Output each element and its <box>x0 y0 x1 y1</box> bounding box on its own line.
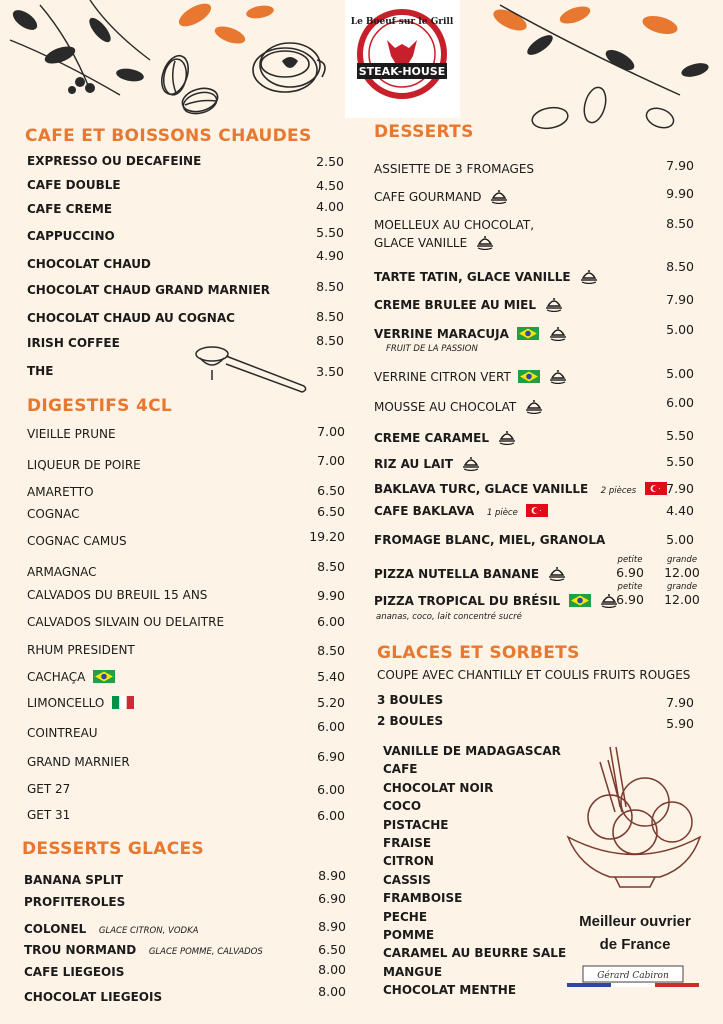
flavor-item: MANGUE <box>383 964 443 979</box>
cloche-icon <box>548 325 568 341</box>
cloche-icon <box>461 455 481 471</box>
section-title-glaces: GLACES ET SORBETS <box>377 643 580 663</box>
item-name-line <box>27 565 97 579</box>
section-title-desserts-glaces: DESSERTS GLACES <box>22 839 204 859</box>
steakhouse-logo <box>345 0 460 118</box>
coffee-cup-illustration <box>252 35 332 105</box>
item-name-line <box>24 895 125 909</box>
italy-flag-icon <box>112 696 134 709</box>
grande-label: grande <box>666 555 698 565</box>
item-price: 6.00 <box>317 808 345 823</box>
item-name: CAPPUCCINO <box>27 229 115 243</box>
item-name: CHOCOLAT CHAUD GRAND MARNIER <box>27 283 271 297</box>
item-name: CAFE CREME <box>27 202 113 216</box>
item-price: 7.90 <box>666 695 694 710</box>
item-price: 3.50 <box>316 364 344 379</box>
section-title-desserts: DESSERTS <box>374 122 474 142</box>
item-name-line <box>27 808 70 822</box>
grande-price: 12.00 <box>664 592 700 607</box>
item-name-line <box>27 615 224 629</box>
logo-top-text: Le Boeuf sur le Grill <box>350 17 454 27</box>
item-name: COGNAC CAMUS <box>27 534 127 548</box>
item-name-line <box>27 283 270 297</box>
item-price: 5.00 <box>666 366 694 381</box>
item-name-line <box>27 311 235 325</box>
item-name: PIZZA NUTELLA BANANE <box>374 567 540 581</box>
item-price: 6.00 <box>317 782 345 797</box>
grande-label: grande <box>666 582 698 592</box>
cloche-icon <box>489 188 509 204</box>
item-name-line <box>24 943 263 957</box>
item-name: CALVADOS DU BREUIL 15 ANS <box>27 588 208 602</box>
item-price: 6.00 <box>317 614 345 629</box>
item-name-line <box>374 482 667 496</box>
flavor-item: POMME <box>383 928 435 943</box>
item-price: 8.50 <box>666 216 694 231</box>
item-name-line <box>27 726 98 740</box>
item-price: 8.50 <box>317 559 345 574</box>
section-title-digestifs: DIGESTIFS 4CL <box>27 396 172 416</box>
petite-label: petite <box>617 555 643 565</box>
portafilter-illustration <box>192 340 312 400</box>
item-name: GRAND MARNIER <box>27 755 130 769</box>
item-name-line <box>374 325 568 341</box>
item-name-line <box>24 922 198 936</box>
item-price: 6.50 <box>317 504 345 519</box>
item-name-line <box>374 268 599 284</box>
item-name: VERRINE MARACUJA <box>374 327 509 341</box>
item-price: 6.00 <box>317 719 345 734</box>
item-name-line <box>27 336 120 350</box>
item-name-line <box>27 696 134 710</box>
flavor-item: FRAISE <box>383 836 432 851</box>
item-name-line <box>377 693 443 707</box>
item-name: CAFE LIEGEOIS <box>24 965 125 979</box>
flavor-item: CHOCOLAT NOIR <box>383 780 494 795</box>
item-price: 5.00 <box>666 322 694 337</box>
item-name: GET 27 <box>27 782 71 796</box>
item-note: 2 pièces <box>600 486 637 496</box>
item-price: 6.50 <box>317 483 345 498</box>
item-name: EXPRESSO OU DECAFEINE <box>27 154 202 168</box>
flavor-item: COCO <box>383 799 422 814</box>
item-name-line <box>27 364 53 378</box>
item-name: COLONEL <box>24 922 87 936</box>
item-price: 6.90 <box>318 891 346 906</box>
flavor-item: PISTACHE <box>383 817 449 832</box>
item-price: 4.40 <box>666 503 694 518</box>
brazil-flag-icon <box>517 327 539 340</box>
item-price: 7.90 <box>666 481 694 496</box>
flavor-item: CAFE <box>383 762 418 777</box>
item-price: 19.20 <box>309 529 345 544</box>
cloche-icon <box>524 398 544 414</box>
item-name-line <box>374 533 605 547</box>
item-price: 4.00 <box>316 199 344 214</box>
mof-line1: Meilleur ouvrier <box>579 913 691 930</box>
item-name-line <box>374 565 567 581</box>
item-name-line <box>374 217 534 252</box>
mof-line2: de France <box>599 936 671 953</box>
item-name-line <box>27 534 127 548</box>
item-price: 5.50 <box>666 428 694 443</box>
item-name: CACHAÇA <box>27 670 86 684</box>
item-price: 7.90 <box>666 158 694 173</box>
item-price: 8.50 <box>316 333 344 348</box>
item-price: 8.50 <box>316 309 344 324</box>
item-name-line <box>374 504 548 518</box>
item-name: ARMAGNAC <box>27 565 97 579</box>
item-price: 5.50 <box>666 454 694 469</box>
item-price: 7.00 <box>317 424 345 439</box>
item-name-line <box>24 965 124 979</box>
item-price: 4.50 <box>316 178 344 193</box>
item-price: 7.00 <box>317 453 345 468</box>
item-name: LIMONCELLO <box>27 696 105 710</box>
item-note: GLACE POMME, CALVADOS <box>148 947 263 957</box>
item-name: CREME CARAMEL <box>374 431 489 445</box>
item-name: TROU NORMAND <box>24 943 137 957</box>
flavor-item: FRAMBOISE <box>383 891 463 906</box>
item-name: 3 BOULES <box>377 693 444 707</box>
item-price: 5.90 <box>666 716 694 731</box>
cloche-icon <box>497 429 517 445</box>
item-name: CREME BRULEE AU MIEL <box>374 298 536 312</box>
item-name-line <box>374 188 509 204</box>
item-name-line <box>27 427 116 441</box>
item-name: THE <box>27 364 54 378</box>
flavor-item: CITRON <box>383 854 434 869</box>
item-name: MOELLEUX AU CHOCOLAT, <box>374 218 535 232</box>
item-name: BAKLAVA TURC, GLACE VANILLE <box>374 482 589 496</box>
item-price: 8.50 <box>316 279 344 294</box>
item-name: CAFE BAKLAVA <box>374 504 475 518</box>
cloche-icon <box>544 296 564 312</box>
flavor-list <box>383 742 566 1000</box>
item-name-line <box>24 990 162 1004</box>
item-name: VIEILLE PRUNE <box>27 427 116 441</box>
item-price: 8.90 <box>318 868 346 883</box>
item-name-line <box>27 458 141 472</box>
petite-price: 6.90 <box>616 565 644 580</box>
item-price: 6.00 <box>666 395 694 410</box>
brazil-flag-icon <box>569 594 591 607</box>
section-title-cafe: CAFE ET BOISSONS CHAUDES <box>25 126 312 146</box>
ice-cream-bowl-illustration <box>560 742 710 892</box>
item-name-line <box>374 398 544 414</box>
menu-page: STEAK-HOUSE Le Boeuf sur le Grill CAFE ET BOISSONS CHAUDES EXPRESSO OU DECAFEINE 2.50 CAFE DOUBLE 4.50 CAFE CREME 4.00 CAPPUCCINO 5.50 CHOCOLAT CHAUD 4.90 CHOCOLAT CHAUD GRAND MARNIER 8.50 CHOCOLAT CHAUD AU COGNAC 8.50 IRISH COFFEE 8.50 THE 3.50 DIGESTIFS 4CL VIEILLE PRUNE 7.00 LIQUEUR DE POIRE 7.00 AMARETTO 6.50 COGNAC 6.50 COGNAC CAMUS 19.20 ARMAGNAC 8.50 CALVADOS DU BREUIL 15 ANS 9.90 CALVADOS SILVAIN OU DELAITRE 6.00 RHUM PRESIDENT 8.50 CACHAÇA 5.40 LIMONCELLO 5.20 COINTREAU 6.00 GRAND MARNIER 6.90 GET 27 6.00 GET 31 6.00 DESSERTS GLACES BANANA SPLIT 8.90 PROFITEROLES 6.90 COLONEL GLACE CITRON, VODKA 8.90 TROU NORMAND GLACE POMME, CALVADOS 6.50 CAFE LIEGEOIS 8.00 CHOCOLAT LIEGEOIS 8.00 DESSERTS ASSIETTE DE 3 FROMAGES 7.90 CAFE GOURMAND 9.90 MOELLEUX AU CHOCOLAT, GLACE VANILLE 8.50 TARTE TATIN, GLACE VANILLE 8.50 CREME BRULEE AU MIEL 7.90 VERRINE MARACUJA 5.00 FRUIT DE LA PASSION VERRINE CITRON VERT 5.00 MOUSSE AU CHOCOLAT 6.00 CREME CARAMEL 5.50 RIZ AU LAIT 5.50 BAKLAVA TURC, GLACE VANILLE 2 pièces 7.90 CAFE BAKLAVA 1 pièce 4.40 FROMAGE BLANC, MIEL, GRANOLA 5.00 PIZZA NUTELLA BANANE petite 6.90 grande 12.00 PIZZA TROPICAL DU BRÉSIL ananas, coco, lait concentré sucré petite 6.90 grande 12.00 GLACES ET SORBETS COUPE AVEC CHANTILLY ET COULIS FRUITS ROUGES 3 BOULES 7.90 2 BOULES 5.90 VANILLE DE MADAGASCAR CAFE CHOCOLAT NOIR COCO PISTACHE FRAISE CITRON CASSIS FRAMBOISE PECHE POMME CARAMEL AU BEURRE SALE MANGUE CHOCOLAT MENTHE Meilleur ouvrier de France Gérard Cabiron <box>0 0 723 1024</box>
item-name: CHOCOLAT CHAUD AU COGNAC <box>27 311 235 325</box>
item-name: MOUSSE AU CHOCOLAT <box>374 400 517 414</box>
item-name: FROMAGE BLANC, MIEL, GRANOLA <box>374 533 606 547</box>
item-name: ASSIETTE DE 3 FROMAGES <box>374 162 535 176</box>
item-name: 2 BOULES <box>377 714 444 728</box>
item-name: LIQUEUR DE POIRE <box>27 458 141 472</box>
item-name: PIZZA TROPICAL DU BRÉSIL <box>374 594 561 608</box>
item-price: 2.50 <box>316 154 344 169</box>
item-name: CAFE DOUBLE <box>27 178 121 192</box>
coffee-branch-right-illustration <box>480 0 723 140</box>
item-name: CALVADOS SILVAIN OU DELAITRE <box>27 615 225 629</box>
item-price: 6.50 <box>318 942 346 957</box>
item-name: VERRINE CITRON VERT <box>374 370 511 384</box>
brazil-flag-icon <box>518 370 540 383</box>
item-name: GET 31 <box>27 808 71 822</box>
cloche-icon <box>548 368 568 384</box>
grande-price: 12.00 <box>664 565 700 580</box>
item-price: 8.50 <box>666 259 694 274</box>
item-name: CAFE GOURMAND <box>374 190 482 204</box>
item-subtitle: FRUIT DE LA PASSION <box>386 344 478 354</box>
item-name-line <box>27 257 151 271</box>
item-subtitle: ananas, coco, lait concentré sucré <box>376 612 522 622</box>
item-price: 8.00 <box>318 984 346 999</box>
item-name: RHUM PRESIDENT <box>27 643 135 657</box>
item-name-line <box>27 202 112 216</box>
item-name: PROFITEROLES <box>24 895 126 909</box>
item-name-line <box>27 178 121 192</box>
item-name: CHOCOLAT CHAUD <box>27 257 151 271</box>
item-note: GLACE CITRON, VODKA <box>98 926 199 936</box>
logo-bottom-text: STEAK-HOUSE <box>358 65 446 78</box>
item-name-line <box>27 229 115 243</box>
item-name: COINTREAU <box>27 726 98 740</box>
item-price: 6.90 <box>317 749 345 764</box>
item-name: CHOCOLAT LIEGEOIS <box>24 990 163 1004</box>
item-price: 8.90 <box>318 919 346 934</box>
item-price: 7.90 <box>666 292 694 307</box>
item-price: 5.50 <box>316 225 344 240</box>
item-price: 5.00 <box>666 532 694 547</box>
item-name-line <box>27 588 207 602</box>
item-note: 1 pièce <box>486 508 518 518</box>
item-name: TARTE TATIN, GLACE VANILLE <box>374 270 571 284</box>
flavor-item: CHOCOLAT MENTHE <box>383 983 517 998</box>
cloche-icon <box>475 234 495 250</box>
item-price: 9.90 <box>317 588 345 603</box>
item-name-line <box>374 162 534 176</box>
item-price: 9.90 <box>666 186 694 201</box>
item-name-line <box>27 154 201 168</box>
item-name-line <box>27 670 115 684</box>
flavor-item: VANILLE DE MADAGASCAR <box>383 744 561 758</box>
item-name: COGNAC <box>27 507 80 521</box>
cloche-icon <box>579 268 599 284</box>
item-name: AMARETTO <box>27 485 94 499</box>
item-name-line <box>374 368 568 384</box>
mof-title <box>560 910 710 956</box>
turkey-flag-icon <box>526 504 548 517</box>
item-name-2: GLACE VANILLE <box>374 236 468 250</box>
flavor-item: PECHE <box>383 909 428 924</box>
mof-ribbon <box>567 965 699 989</box>
item-name-line <box>27 507 79 521</box>
item-name-line <box>374 429 517 445</box>
item-price: 5.20 <box>317 695 345 710</box>
item-name-line <box>374 455 481 471</box>
item-name-line <box>27 485 94 499</box>
petite-label: petite <box>617 582 643 592</box>
item-price: 4.90 <box>316 248 344 263</box>
item-name-line <box>27 755 130 769</box>
mof-signature: Gérard Cabiron <box>597 971 669 981</box>
coffee-beans-illustration <box>150 55 230 125</box>
item-name: RIZ AU LAIT <box>374 457 454 471</box>
item-price: 8.00 <box>318 962 346 977</box>
item-name-line <box>374 296 564 312</box>
petite-price: 6.90 <box>616 592 644 607</box>
flavor-item: CASSIS <box>383 872 431 887</box>
cloche-icon <box>547 565 567 581</box>
item-price: 5.40 <box>317 669 345 684</box>
item-name-line <box>377 714 443 728</box>
item-price: 8.50 <box>317 643 345 658</box>
item-name: BANANA SPLIT <box>24 873 124 887</box>
item-name-line <box>374 592 619 608</box>
item-name-line <box>27 782 70 796</box>
item-name-line <box>27 643 135 657</box>
brazil-flag-icon <box>93 670 115 683</box>
flavor-item: CARAMEL AU BEURRE SALE <box>383 946 567 961</box>
item-name-line <box>24 873 123 887</box>
item-name: IRISH COFFEE <box>27 336 120 350</box>
